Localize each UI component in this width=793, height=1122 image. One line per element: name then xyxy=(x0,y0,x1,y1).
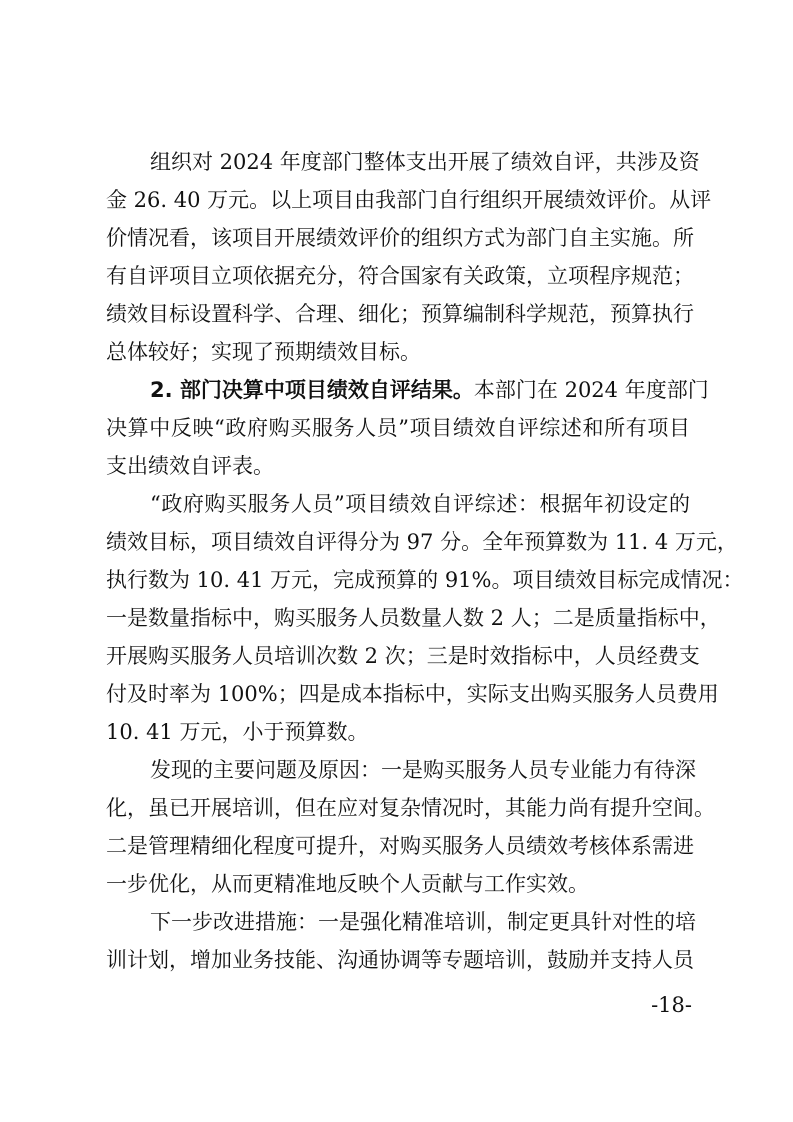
paragraph-line: 一步优化，从而更精准地反映个人贡献与工作实效。 xyxy=(106,872,589,896)
paragraph-line: 化，虽已开展培训，但在应对复杂情况时，其能力尚有提升空间。 xyxy=(106,796,715,820)
paragraph-line: 付及时率为 100%；四是成本指标中，实际支出购买服务人员费用 xyxy=(106,682,719,706)
paragraph-line: 支出绩效自评表。 xyxy=(106,454,274,478)
paragraph-line: 发现的主要问题及原因：一是购买服务人员专业能力有待深 xyxy=(150,758,696,782)
paragraph-line: 下一步改进措施：一是强化精准培训，制定更具针对性的培 xyxy=(150,910,696,934)
paragraph-line: 二是管理精细化程度可提升，对购买服务人员绩效考核体系需进 xyxy=(106,834,694,858)
paragraph-line: 绩效目标设置科学、合理、细化；预算编制科学规范，预算执行 xyxy=(106,302,694,326)
paragraph-line: 总体较好；实现了预期绩效目标。 xyxy=(106,340,421,364)
paragraph-line: 执行数为 10. 41 万元，完成预算的 91%。项目绩效目标完成情况： xyxy=(106,568,744,592)
section-heading: 2. 部门决算中项目绩效自评结果。 xyxy=(150,378,474,402)
paragraph-line: 组织对 2024 年度部门整体支出开展了绩效自评，共涉及资 xyxy=(150,150,700,174)
paragraph-line: 10. 41 万元，小于预算数。 xyxy=(106,720,369,744)
paragraph-line: 决算中反映“政府购买服务人员”项目绩效自评综述和所有项目 xyxy=(106,416,690,440)
page-number: -18- xyxy=(651,993,692,1017)
paragraph-line: 绩效目标，项目绩效自评得分为 97 分。全年预算数为 11. 4 万元， xyxy=(106,530,738,554)
paragraph-line: 价情况看，该项目开展绩效评价的组织方式为部门自主实施。所 xyxy=(106,226,694,250)
paragraph-line: 开展购买服务人员培训次数 2 次；三是时效指标中，人员经费支 xyxy=(106,644,700,668)
section-heading-text: 本部门在 2024 年度部门 xyxy=(473,378,709,402)
paragraph-line: 一是数量指标中，购买服务人员数量人数 2 人；二是质量指标中， xyxy=(106,606,721,630)
paragraph-line: “政府购买服务人员”项目绩效自评综述：根据年初设定的 xyxy=(150,492,690,516)
paragraph-line: 有自评项目立项依据充分，符合国家有关政策，立项程序规范； xyxy=(106,264,694,288)
paragraph-line: 金 26. 40 万元。以上项目由我部门自行组织开展绩效评价。从评 xyxy=(106,188,712,212)
section-heading-line xyxy=(150,373,709,407)
paragraph-line: 训计划，增加业务技能、沟通协调等专题培训，鼓励并支持人员 xyxy=(106,948,694,972)
